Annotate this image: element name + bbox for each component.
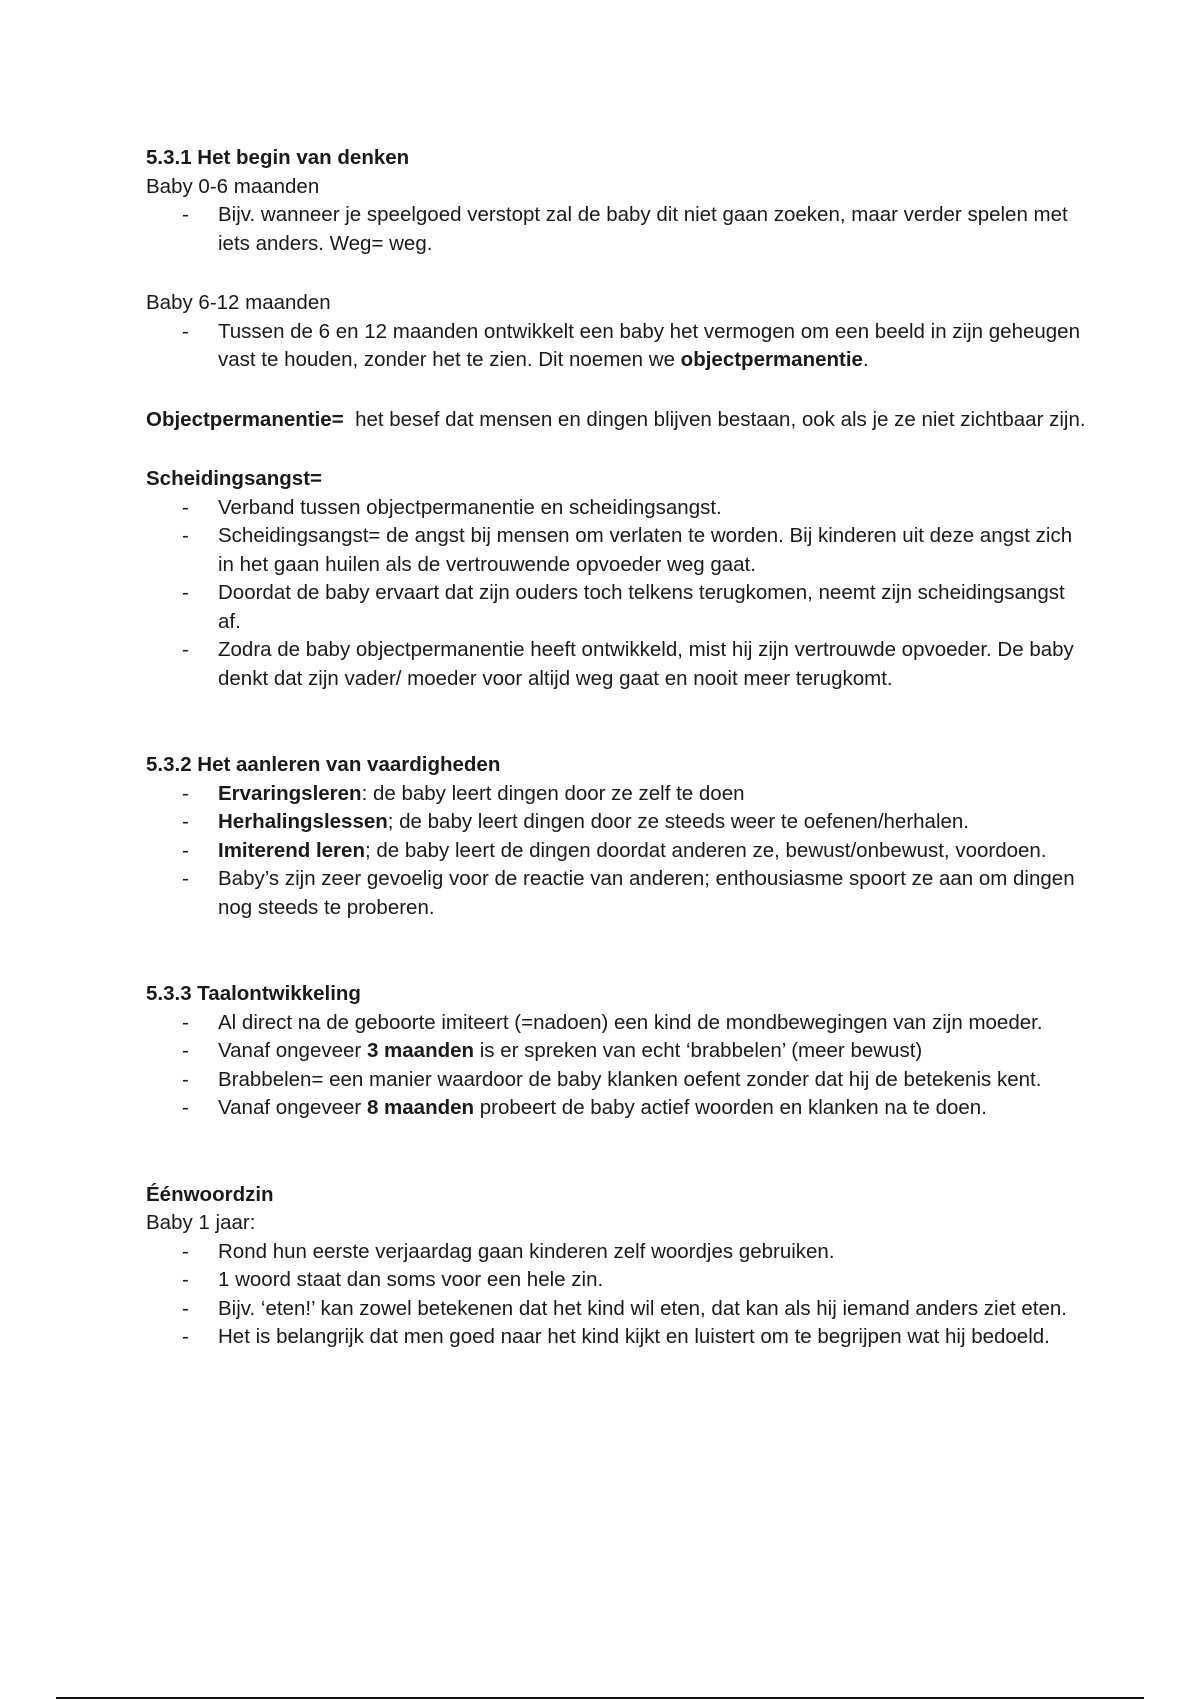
- list-item: - Doordat de baby ervaart dat zijn ouders toch telkens terugkomen, neemt zijn scheidingsangst af.: [146, 579, 1086, 636]
- section-heading: 5.3.2 Het aanleren van vaardigheden: [146, 753, 501, 776]
- list-item: [146, 808, 1086, 837]
- section-5-3-1: [146, 144, 1086, 693]
- bold-term: 3 maanden: [366, 1039, 475, 1062]
- section-heading: Éénwoordzin: [146, 1182, 274, 1206]
- bullet-list: [146, 318, 1086, 375]
- bold-term: Herhalingslessen: [218, 810, 388, 833]
- list-item: - Scheidingsangst= de angst bij mensen om verlaten te worden. Bij kinderen uit deze angst zich in het gaan huilen als de vertrouwende opvoeder weg gaat.: [146, 522, 1086, 579]
- list-item: - Zodra de baby objectpermanentie heeft ontwikkeld, mist hij zijn vertrouwde opvoeder. De baby denkt dat zijn vader/ moeder voor altijd weg gaat en nooit meer terugkomt.: [146, 636, 1086, 693]
- list-item: - Het is belangrijk dat men goed naar het kind kijkt en luistert om te begrijpen wat hij bedoeld.: [146, 1323, 1086, 1352]
- definition-term: Objectpermanentie=: [146, 407, 344, 431]
- item-text: .: [862, 348, 869, 371]
- bold-term: Imiterend leren: [218, 838, 365, 862]
- list-item: - Bijv. ‘eten!’ kan zowel betekenen dat het kind wil eten, dat kan als hij iemand anders ziet eten.: [146, 1295, 1086, 1324]
- subheading-baby-1-jaar: Baby 1 jaar:: [146, 1211, 256, 1234]
- bold-term: objectpermanentie: [680, 348, 863, 371]
- bullet-list: [146, 1238, 1086, 1352]
- list-item: - 1 woord staat dan soms voor een hele zin.: [146, 1266, 1086, 1295]
- page-bottom-rule: [56, 1697, 1144, 1699]
- subheading-baby-0-6: Baby 0-6 maanden: [146, 174, 320, 198]
- item-text: ; de baby leert de dingen doordat anderen ze, bewust/onbewust, voordoen.: [364, 838, 1047, 862]
- subheading-baby-6-12: Baby 6-12 maanden: [146, 291, 331, 314]
- bold-term: Ervaringsleren: [218, 781, 362, 805]
- item-text: Tussen de 6 en 12 maanden ontwikkelt een baby het vermogen om een beeld in zijn geheugen vast te houden, zonder het te zien. Dit noemen we: [218, 319, 1080, 371]
- definition-paragraph: [146, 406, 1086, 435]
- section-5-3-2: [146, 751, 1086, 922]
- item-text: Vanaf ongeveer: [218, 1096, 367, 1119]
- item-text: : de baby leert dingen door ze zelf te doen: [361, 781, 745, 805]
- list-item: - Baby’s zijn zeer gevoelig voor de reactie van anderen; enthousiasme spoort ze aan om dingen nog steeds te proberen.: [146, 865, 1086, 922]
- definition-text: het besef dat mensen en dingen blijven bestaan, ook als je ze niet zichtbaar zijn.: [343, 407, 1086, 431]
- bullet-list: [146, 201, 1086, 258]
- item-text: Vanaf ongeveer: [218, 1039, 367, 1062]
- bullet-list: [146, 1009, 1086, 1123]
- section-eenwoordzin: [146, 1181, 1086, 1352]
- item-text: ; de baby leert dingen door ze steeds weer te oefenen/herhalen.: [387, 810, 970, 833]
- list-item: [146, 318, 1086, 375]
- list-item: [146, 1037, 1086, 1066]
- list-item: - Rond hun eerste verjaardag gaan kinderen zelf woordjes gebruiken.: [146, 1238, 1086, 1267]
- item-text: probeert de baby actief woorden en klanken na te doen.: [474, 1096, 987, 1119]
- list-item: - Brabbelen= een manier waardoor de baby klanken oefent zonder dat hij de betekenis kent.: [146, 1066, 1086, 1095]
- bold-term: 8 maanden: [366, 1096, 475, 1119]
- section-heading: 5.3.1 Het begin van denken: [146, 146, 410, 169]
- item-text: is er spreken van echt ‘brabbelen’ (meer bewust): [474, 1039, 923, 1062]
- section-5-3-3: [146, 980, 1086, 1123]
- scheidingsangst-title: Scheidingsangst=: [146, 467, 323, 490]
- bullet-list: [146, 494, 1086, 694]
- list-item: - Verband tussen objectpermanentie en scheidingsangst.: [146, 494, 1086, 523]
- list-item: [146, 780, 1086, 809]
- list-item: [146, 1094, 1086, 1123]
- list-item: - Al direct na de geboorte imiteert (=nadoen) een kind de mondbewegingen van zijn moeder.: [146, 1009, 1086, 1038]
- document-page: [146, 144, 1086, 1352]
- section-heading: 5.3.3 Taalontwikkeling: [146, 982, 361, 1005]
- list-item: - Bijv. wanneer je speelgoed verstopt zal de baby dit niet gaan zoeken, maar verder spelen met iets anders. Weg= weg.: [146, 201, 1086, 258]
- list-item: [146, 837, 1086, 866]
- bullet-list: [146, 780, 1086, 923]
